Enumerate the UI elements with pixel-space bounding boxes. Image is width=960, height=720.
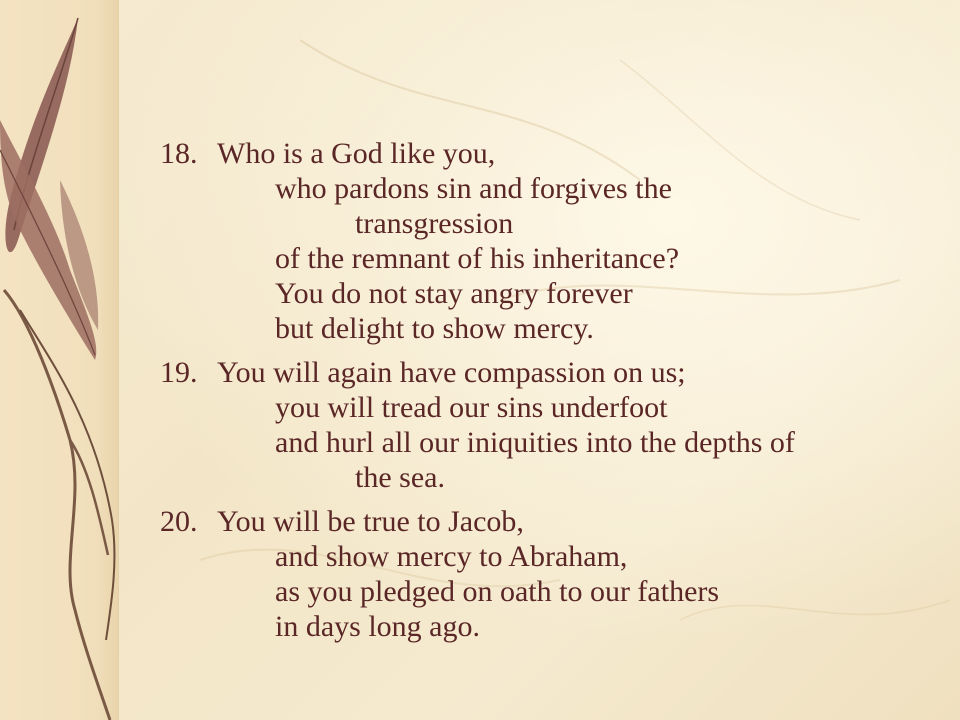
- verse-line: Who is a God like you,: [217, 137, 496, 170]
- verse-number: 20.: [160, 505, 198, 538]
- verse-line: and show mercy to Abraham,: [275, 540, 628, 573]
- verse-line: You do not stay angry forever: [275, 277, 633, 310]
- verse-20: [160, 504, 940, 644]
- verse-line: You will again have compassion on us;: [217, 356, 686, 389]
- verse-number: 18.: [160, 137, 198, 170]
- verse-line: who pardons sin and forgives the: [275, 172, 672, 205]
- verse-line: you will tread our sins underfoot: [275, 391, 668, 424]
- verse-19: [160, 355, 940, 495]
- verse-line: in days long ago.: [275, 610, 480, 643]
- left-decorative-strip: [0, 0, 119, 720]
- verse-line: transgression: [355, 207, 514, 240]
- verse-line: and hurl all our iniquities into the depths of: [275, 426, 795, 459]
- verse-line: of the remnant of his inheritance?: [275, 242, 680, 275]
- verse-line: but delight to show mercy.: [275, 312, 594, 345]
- verse-line: as you pledged on oath to our fathers: [275, 575, 720, 608]
- verse-line: the sea.: [355, 461, 445, 494]
- verse-number: 19.: [160, 356, 198, 389]
- verse-block: [160, 136, 940, 653]
- verse-line: You will be true to Jacob,: [217, 505, 524, 538]
- verse-18: [160, 136, 940, 346]
